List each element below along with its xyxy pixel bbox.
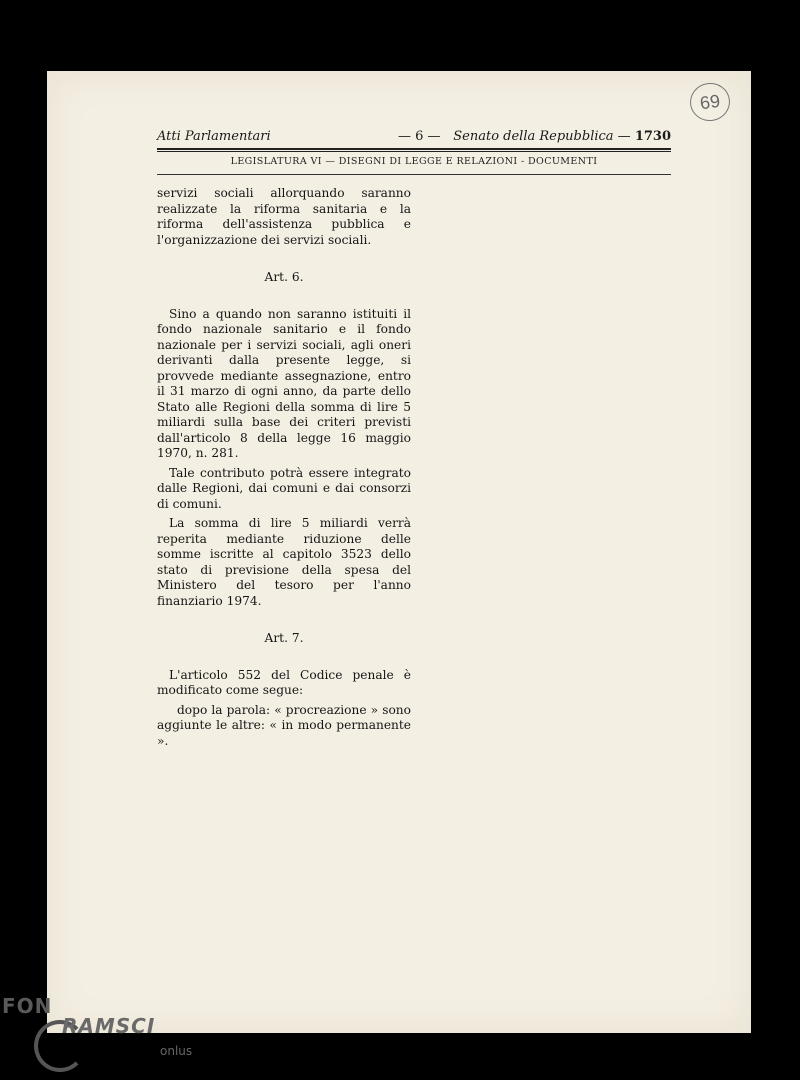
article-7-heading: Art. 7. xyxy=(264,631,304,645)
page-header xyxy=(157,127,671,147)
article-6-paragraph-3: La somma di lire 5 miliardi verrà reperita mediante riduzione delle somme iscritte al capitolo 3523 dello stato di previsione della spesa del Ministero del tesoro per l'anno finanziario 1974. xyxy=(157,516,411,608)
header-left: Atti Parlamentari xyxy=(157,129,271,144)
header-right xyxy=(453,129,671,144)
logo-text-top: FON xyxy=(2,994,53,1018)
watermark-logo xyxy=(0,990,220,1080)
article-7-paragraph-2: dopo la parola: « procreazione » sono aggiunte le altre: « in modo permanente ». xyxy=(157,702,411,748)
text-column xyxy=(157,186,411,749)
header-document-number: 1730 xyxy=(634,129,671,144)
logo-text-sub: onlus xyxy=(160,1044,193,1058)
intro-paragraph: servizi sociali allorquando saranno realizzate la riforma sanitaria e la riforma dell'assistenza pubblica e l'organizzazione dei servizi sociali. xyxy=(157,186,411,247)
page-subheader: LEGISLATURA VI — DISEGNI DI LEGGE E RELAZIONI - DOCUMENTI xyxy=(230,156,598,167)
header-rule-thin xyxy=(157,151,671,152)
subheader-rule xyxy=(157,174,671,175)
article-6-heading: Art. 6. xyxy=(264,270,304,284)
header-rule-thick xyxy=(157,148,671,150)
header-right-label: Senato della Repubblica — xyxy=(453,129,631,144)
article-7-paragraph-1: L'articolo 552 del Codice penale è modificato come segue: xyxy=(157,667,411,697)
header-page-number: — 6 — xyxy=(398,129,441,144)
logo-text-main: RAMSCI xyxy=(62,1014,156,1038)
article-6-paragraph-2: Tale contributo potrà essere integrato dalle Regioni, dai comuni e dai consorzi di comuni. xyxy=(157,465,411,511)
handwritten-page-number: 69 xyxy=(688,80,733,123)
article-6-paragraph-1: Sino a quando non saranno istituiti il fondo nazionale sanitario e il fondo nazionale per i servizi sociali, agli oneri derivanti dalla presente legge, si provvede mediante assegnazione, entro il 31 marzo di ogni anno, da parte dello Stato alle Regioni della somma di lire 5 miliardi sulla base dei criteri previsti dall'articolo 8 della legge 16 maggio 1970, n. 281. xyxy=(157,306,411,460)
